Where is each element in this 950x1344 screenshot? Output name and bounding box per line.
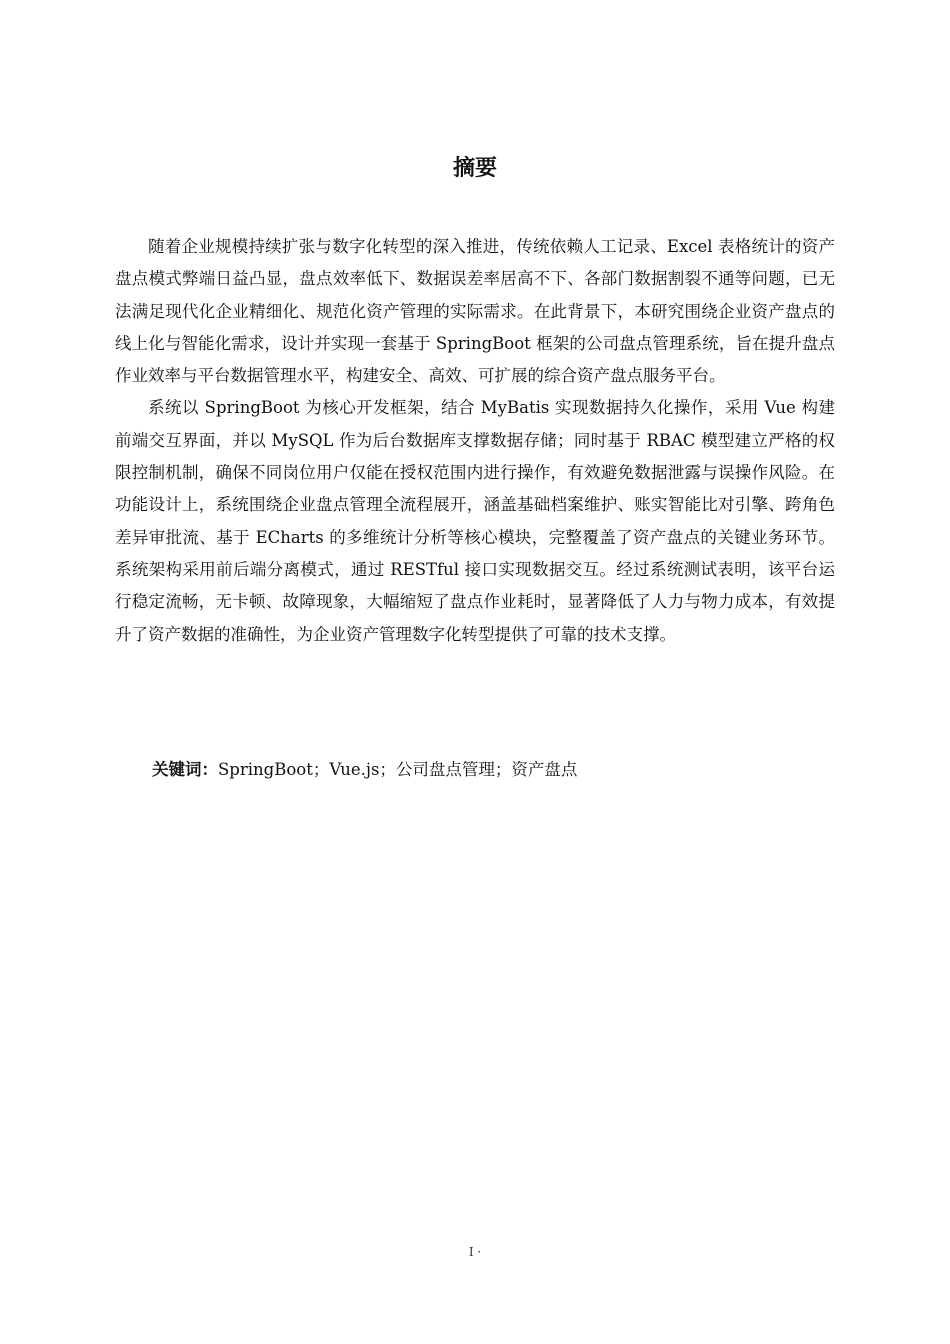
keywords-label: 关键词： — [152, 760, 218, 779]
abstract-paragraph-2: 系统以 SpringBoot 为核心开发框架，结合 MyBatis 实现数据持久化操作，采用 Vue 构建前端交互界面，并以 MySQL 作为后台数据库支撑数据存储；同时基于 RBAC 模型建立严格的权限控制机制，确保不同岗位用户仅能在授权范围内进行操作，有效避免数据泄露与误操作风险。在功能设计上，系统围绕企业盘点管理全流程展开，涵盖基础档案维护、账实智能比对引擎、跨角色差异审批流、基于 ECharts 的多维统计分析等核心模块，完整覆盖了资产盘点的关键业务环节。系统架构采用前后端分离模式，通过 RESTful 接口实现数据交互。经过系统测试表明，该平台运行稳定流畅，无卡顿、故障现象，大幅缩短了盘点作业耗时，显著降低了人力与物力成本，有效提升了资产数据的准确性，为企业资产管理数字化转型提供了可靠的技术支撑。 — [115, 398, 835, 644]
abstract-title: 摘要 — [452, 156, 497, 181]
keywords-text: SpringBoot；Vue.js；公司盘点管理；资产盘点 — [218, 760, 578, 779]
abstract-paragraph-1: 随着企业规模持续扩张与数字化转型的深入推进，传统依赖人工记录、Excel 表格统计的资产盘点模式弊端日益凸显，盘点效率低下、数据误差率居高不下、各部门数据割裂不通等问题，已无法满足现代化企业精细化、规范化资产管理的实际需求。在此背景下，本研究围绕企业资产盘点的线上化与智能化需求，设计并实现一套基于 SpringBoot 框架的公司盘点管理系统，旨在提升盘点作业效率与平台数据管理水平，构建安全、高效、可扩展的综合资产盘点服务平台。 — [115, 237, 835, 386]
keywords-line — [152, 754, 852, 786]
page-number: I · — [468, 1245, 482, 1259]
abstract-body — [115, 231, 835, 651]
